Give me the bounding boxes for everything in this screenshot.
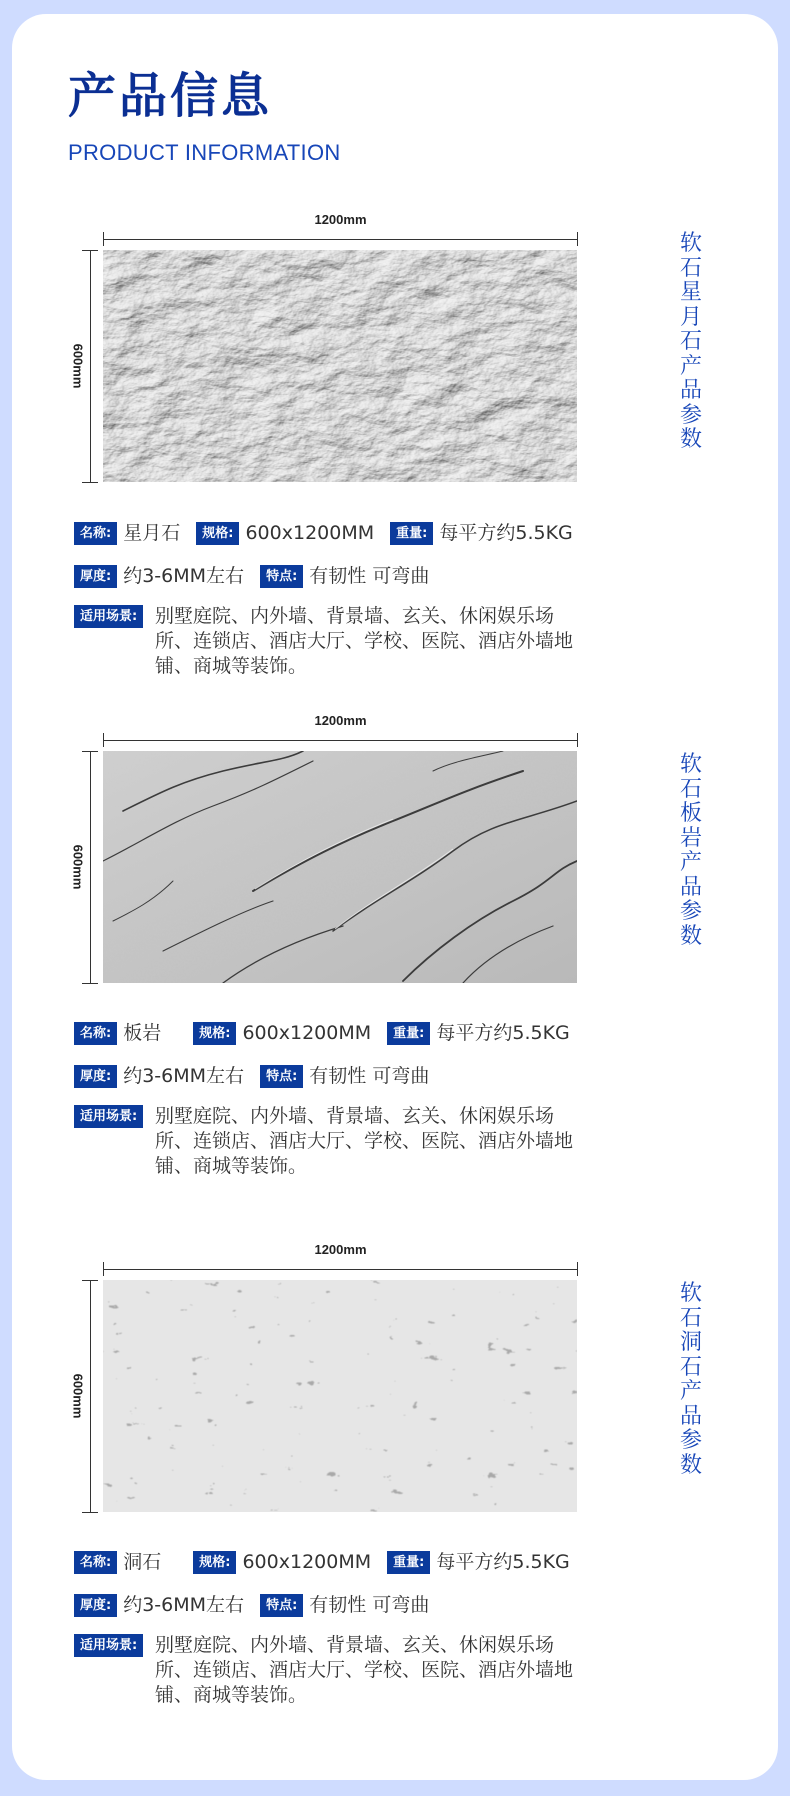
scene-text: 别墅庭院、内外墙、背景墙、玄关、休闲娱乐场所、连锁店、酒店大厅、学校、医院、酒店外墙地铺、商城等装饰。 — [155, 605, 574, 677]
width-tick — [103, 733, 104, 747]
stone-sample-image — [103, 250, 577, 482]
product-thickness: 约3-6MM左右 — [123, 565, 245, 587]
product-thickness: 约3-6MM左右 — [123, 1065, 245, 1087]
scene-tag: 适用场景: — [74, 1634, 143, 1657]
stone-sample-image — [103, 1280, 577, 1512]
width-dimension: 1200mm — [314, 713, 367, 728]
width-dimension: 1200mm — [314, 212, 367, 227]
product-thickness: 约3-6MM左右 — [123, 1594, 245, 1616]
thickness-tag: 厚度: — [74, 565, 117, 588]
scene-text: 别墅庭院、内外墙、背景墙、玄关、休闲娱乐场所、连锁店、酒店大厅、学校、医院、酒店外墙地铺、商城等装饰。 — [155, 1105, 574, 1177]
page-title: 产品信息 — [68, 68, 273, 124]
name-tag: 名称: — [74, 1022, 117, 1045]
width-tick — [103, 232, 104, 246]
height-dimension: 600mm — [70, 1373, 86, 1419]
product-weight: 每平方约5.5KG — [439, 522, 573, 544]
weight-tag: 重量: — [387, 1022, 430, 1045]
product-name: 洞石 — [123, 1551, 162, 1573]
thickness-tag: 厚度: — [74, 1594, 117, 1617]
height-tick — [82, 250, 98, 251]
weight-tag: 重量: — [387, 1551, 430, 1574]
height-tick — [82, 983, 98, 984]
weight-tag: 重量: — [390, 522, 433, 545]
product-section-1 — [0, 212, 790, 682]
height-tick — [82, 751, 98, 752]
spec-tag: 规格: — [193, 1551, 236, 1574]
spec-tag: 规格: — [196, 522, 239, 545]
width-line — [103, 239, 578, 240]
product-name: 星月石 — [123, 522, 181, 544]
height-line — [90, 1280, 91, 1512]
product-section-3 — [0, 1242, 790, 1712]
scene-tag: 适用场景: — [74, 1105, 143, 1128]
product-spec: 600x1200MM — [242, 1551, 372, 1573]
width-tick — [577, 232, 578, 246]
width-line — [103, 740, 578, 741]
product-feature: 有韧性 可弯曲 — [309, 565, 430, 587]
feature-tag: 特点: — [260, 1065, 303, 1088]
stone-sample-image — [103, 751, 577, 983]
thickness-tag: 厚度: — [74, 1065, 117, 1088]
height-line — [90, 751, 91, 983]
height-line — [90, 250, 91, 482]
height-dimension: 600mm — [70, 343, 86, 389]
feature-row — [74, 1061, 439, 1088]
side-title: 软石星月石产品参数 — [679, 231, 702, 452]
height-tick — [82, 1512, 98, 1513]
height-dimension: 600mm — [70, 844, 86, 890]
width-tick — [103, 1262, 104, 1276]
page-subtitle: PRODUCT INFORMATION — [68, 140, 341, 165]
scene-text: 别墅庭院、内外墙、背景墙、玄关、休闲娱乐场所、连锁店、酒店大厅、学校、医院、酒店外墙地铺、商城等装饰。 — [155, 1634, 574, 1706]
side-title: 软石洞石产品参数 — [679, 1281, 702, 1478]
feature-tag: 特点: — [260, 1594, 303, 1617]
product-spec: 600x1200MM — [242, 1022, 372, 1044]
product-section-2 — [0, 713, 790, 1183]
product-name: 板岩 — [123, 1022, 162, 1044]
width-dimension: 1200mm — [314, 1242, 367, 1257]
scene-tag-wrap — [74, 1634, 149, 1657]
product-feature: 有韧性 可弯曲 — [309, 1594, 430, 1616]
width-line — [103, 1269, 578, 1270]
scene-tag-wrap — [74, 1105, 149, 1128]
spec-row — [74, 518, 583, 545]
spec-tag: 规格: — [193, 1022, 236, 1045]
product-weight: 每平方约5.5KG — [436, 1022, 570, 1044]
scene-tag: 适用场景: — [74, 605, 143, 628]
scene-tag-wrap — [74, 605, 149, 628]
feature-row — [74, 561, 439, 588]
product-spec: 600x1200MM — [245, 522, 375, 544]
height-tick — [82, 482, 98, 483]
side-title: 软石板岩产品参数 — [679, 752, 702, 949]
spec-row — [74, 1018, 580, 1045]
product-weight: 每平方约5.5KG — [436, 1551, 570, 1573]
width-tick — [577, 1262, 578, 1276]
height-tick — [82, 1280, 98, 1281]
feature-tag: 特点: — [260, 565, 303, 588]
name-tag: 名称: — [74, 1551, 117, 1574]
name-tag: 名称: — [74, 522, 117, 545]
feature-row — [74, 1590, 439, 1617]
width-tick — [577, 733, 578, 747]
product-feature: 有韧性 可弯曲 — [309, 1065, 430, 1087]
spec-row — [74, 1547, 580, 1574]
